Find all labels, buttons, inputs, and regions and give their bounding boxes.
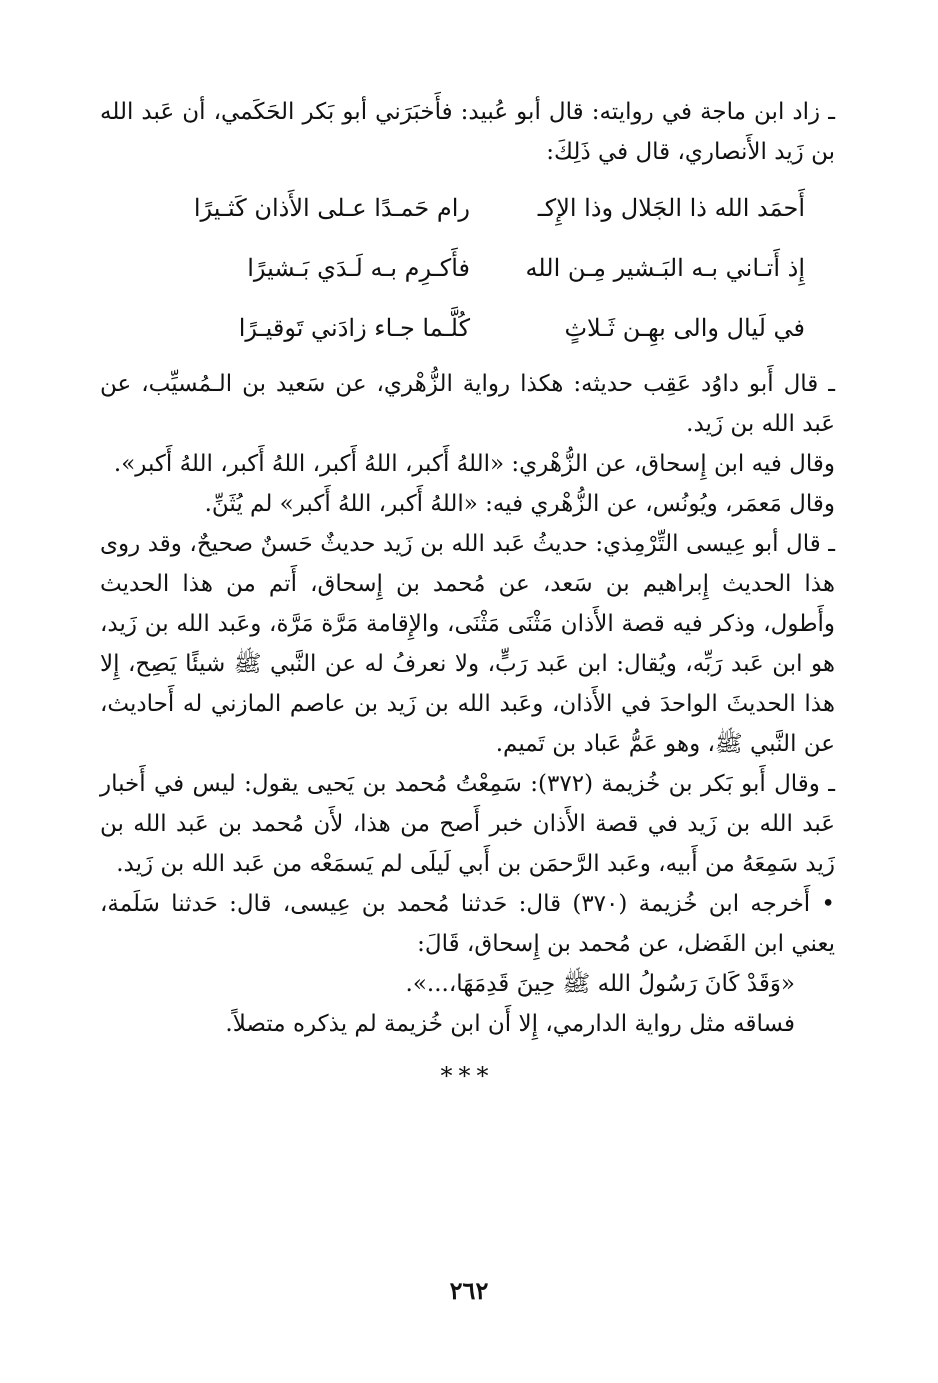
poem-hemistich-left: فأَكـرِم بـه لَـدَي بَـشيرًا [247,254,470,282]
paragraph-ibn-khuzayma-370: • أَخرجه ابن خُزيمة (٣٧٠) قال: حَدثنا مُحمد بن عِيسى، قال: حَدثنا سَلَمة، يعني ابن الفَضل، عن مُحمد بن إِسحاق، قَالَ: [100,891,836,957]
paragraph-quote: «وَقَدْ كَانَ رَسُولُ الله ﷺ حِينَ قَدِمَهَا،...». [405,971,795,997]
poem-hemistich-right: في لَيال والى بهِـن ثَـلاثٍ [564,314,805,342]
poem-hemistich-right: إِذ أَتـاني بـه البَـشير مِـن الله [525,254,805,282]
poem-hemistich-left: رام حَمـدًا عـلى الأَذان كَثـيرًا [193,194,470,222]
paragraph-mamar: وقال مَعمَر، ويُونُس، عن الزُّهْري فيه: «اللهُ أَكبر، اللهُ أَكبر» لم يُثَنِّ. [204,491,835,517]
paragraph-conclusion: فساقه مثل رواية الدارمي، إِلا أَن ابن خُزيمة لم يذكره متصلاً. [225,1011,795,1037]
page-number: ٢٦٢ [449,1276,489,1305]
paragraph-tirmidhi: ـ قال أبو عِيسى التِّرْمِذي: حديثُ عَبد الله بن زَيد حديثٌ حَسنٌ صحيحٌ، وقد روى هذا الحديث إِبراهيم بن سَعد، عن مُحمد بن إِسحاق، أَتم من هذا الحديث وأَطول، وذكر فيه قصة الأَذان مَثْنَى مَثْنَى، والإِقامة مَرَّة مَرَّة، وعَبد الله بن زَيد، هو ابن عَبد رَبِّه، ويُقال: ابن عَبد رَبٍّ، ولا نعرفُ له عن النَّبي ﷺ شيئًا يَصِح، إِلا هذا الحديثَ الواحدَ في الأَذان، وعَبد الله بن زَيد بن عاصم المازني له أَحاديث، عن النَّبي ﷺ، وهو عَمُّ عَباد بن تَميم. [100,531,835,757]
paragraph-intro: ـ زاد ابن ماجة في روايته: قال أبو عُبيد: فأَخبَرَني أبو بَكر الحَكَمي، أن عَبد الله بن زَيد الأَنصاري، قال في ذَلِكَ: [100,99,835,165]
poem-hemistich-left: كُلَّـما جـاء زادَني تَوقيـرًا [238,314,470,342]
paragraph-ibn-khuzayma-372: ـ وقال أَبو بَكر بن خُزيمة (٣٧٢): سَمِعْتُ مُحمد بن يَحيى يقول: ليس في أَخبار عَبد الله بن زَيد في قصة الأَذان خبر أَصح من هذا، لأَن مُحمد بن عَبد الله بن زَيد سَمِعَهُ من أَبيه، وعَبد الرَّحمَن بن أَبي لَيلَى لم يَسمَعْه من عَبد الله بن زَيد. [100,771,835,877]
paragraph-ibn-ishaq: وقال فيه ابن إِسحاق، عن الزُّهْري: «اللهُ أَكبر، اللهُ أَكبر، اللهُ أَكبر، اللهُ أَكبر». [113,451,835,477]
section-separator: *** [440,1062,495,1090]
poem-verse [170,178,805,238]
poem [170,178,805,358]
poem-verse [170,298,805,358]
page-body [100,92,835,1090]
poem-verse [170,238,805,298]
paragraph-abu-dawud: ـ قال أَبو داوُد عَقِب حديثه: هكذا رواية الزُّهْري، عن سَعيد بن الـمُسيِّب، عن عَبد الله بن زَيد. [100,371,835,437]
poem-hemistich-right: أَحمَد الله ذا الجَلال وذا الإِكـ [537,194,805,222]
